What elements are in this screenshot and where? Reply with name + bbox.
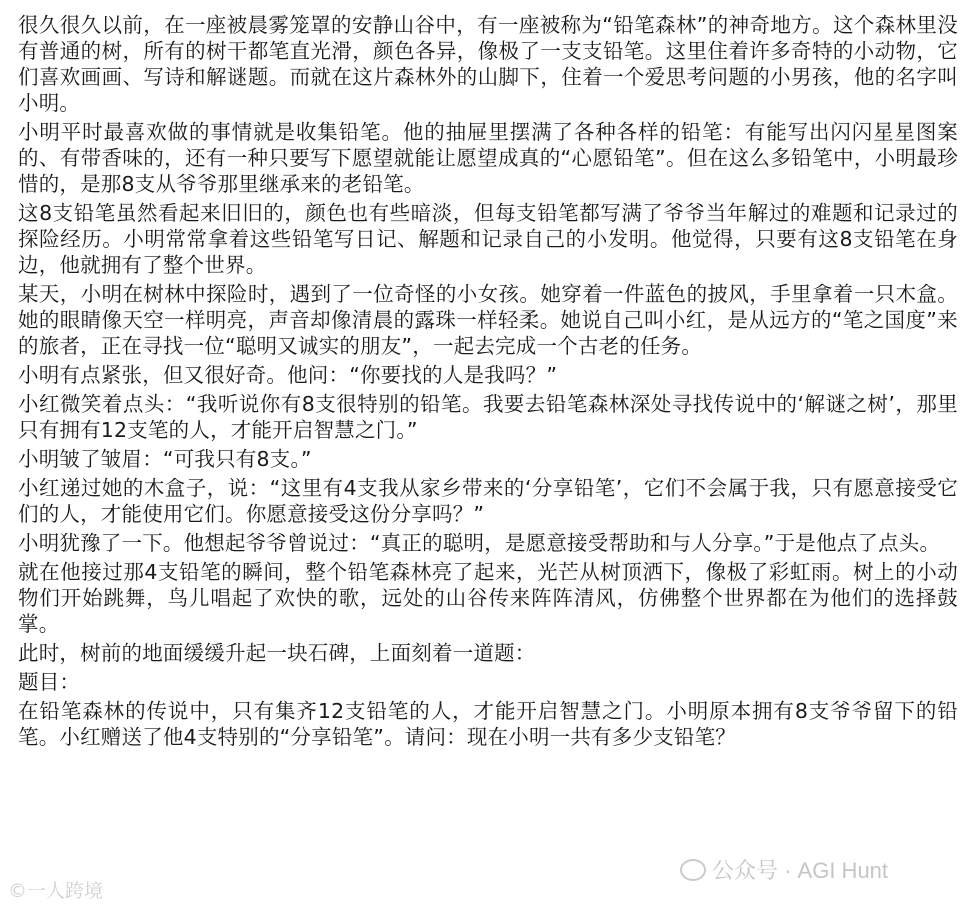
paragraph-11: 此时，树前的地面缓缓升起一块石碑，上面刻着一道题： (18, 641, 536, 665)
paragraph-3: 这8支铅笔虽然看起来旧旧的，颜色也有些暗淡，但每支铅笔都写满了爷爷当年解过的难题和记录过的探险经历。小明常常拿着这些铅笔写日记、解题和记录自己的小发明。他觉得，只要有这8支铅笔在身边，他就拥有了整个世界。 (18, 201, 958, 277)
paragraph-8: 小红递过她的木盒子，说：“这里有4支我从家乡带来的‘分享铅笔’，它们不会属于我，只有愿意接受它们的人，才能使用它们。你愿意接受这份分享吗？” (18, 476, 958, 526)
wechat-icon (680, 859, 706, 881)
story-document (18, 12, 958, 753)
paragraph-1: 很久很久以前，在一座被晨雾笼罩的安静山谷中，有一座被称为“铅笔森林”的神奇地方。这个森林里没有普通的树，所有的树干都笔直光滑，颜色各异，像极了一支支铅笔。这里住着许多奇特的小动物，它们喜欢画画、写诗和解谜题。而就在这片森林外的山脚下，住着一个爱思考问题的小男孩，他的名字叫小明。 (18, 13, 958, 115)
paragraph-6: 小红微笑着点头：“我听说你有8支很特别的铅笔。我要去铅笔森林深处寻找传说中的‘解谜之树’，那里只有拥有12支笔的人，才能开启智慧之门。” (18, 392, 958, 442)
watermark-left: ©一人跨境 (8, 880, 104, 902)
paragraph-4: 某天，小明在树林中探险时，遇到了一位奇怪的小女孩。她穿着一件蓝色的披风，手里拿着一只木盒。她的眼睛像天空一样明亮，声音却像清晨的露珠一样轻柔。她说自己叫小红，是从远方的“笔之国度”来的旅者，正在寻找一位“聪明又诚实的朋友”，一起去完成一个古老的任务。 (18, 282, 958, 358)
watermark-right-text: 公众号 · AGI Hunt (712, 858, 889, 883)
question-label: 题目： (18, 670, 81, 694)
watermark-right (680, 854, 888, 885)
paragraph-9: 小明犹豫了一下。他想起爷爷曾说过：“真正的聪明，是愿意接受帮助和与人分享。”于是他点了点头。 (18, 531, 941, 555)
paragraph-5: 小明有点紧张，但又很好奇。他问：“你要找的人是我吗？” (18, 363, 558, 387)
question-text: 在铅笔森林的传说中，只有集齐12支铅笔的人，才能开启智慧之门。小明原本拥有8支爷爷留下的铅笔。小红赠送了他4支特别的“分享铅笔”。请问：现在小明一共有多少支铅笔？ (18, 699, 958, 749)
paragraph-7: 小明皱了皱眉：“可我只有8支。” (18, 447, 312, 471)
paragraph-2: 小明平时最喜欢做的事情就是收集铅笔。他的抽屉里摆满了各种各样的铅笔：有能写出闪闪星星图案的、有带香味的，还有一种只要写下愿望就能让愿望成真的“心愿铅笔”。但在这么多铅笔中，小明最珍惜的，是那8支从爷爷那里继承来的老铅笔。 (18, 120, 958, 196)
paragraph-10: 就在他接过那4支铅笔的瞬间，整个铅笔森林亮了起来，光芒从树顶洒下，像极了彩虹雨。树上的小动物们开始跳舞，鸟儿唱起了欢快的歌，远处的山谷传来阵阵清风，仿佛整个世界都在为他们的选择鼓掌。 (18, 560, 958, 636)
